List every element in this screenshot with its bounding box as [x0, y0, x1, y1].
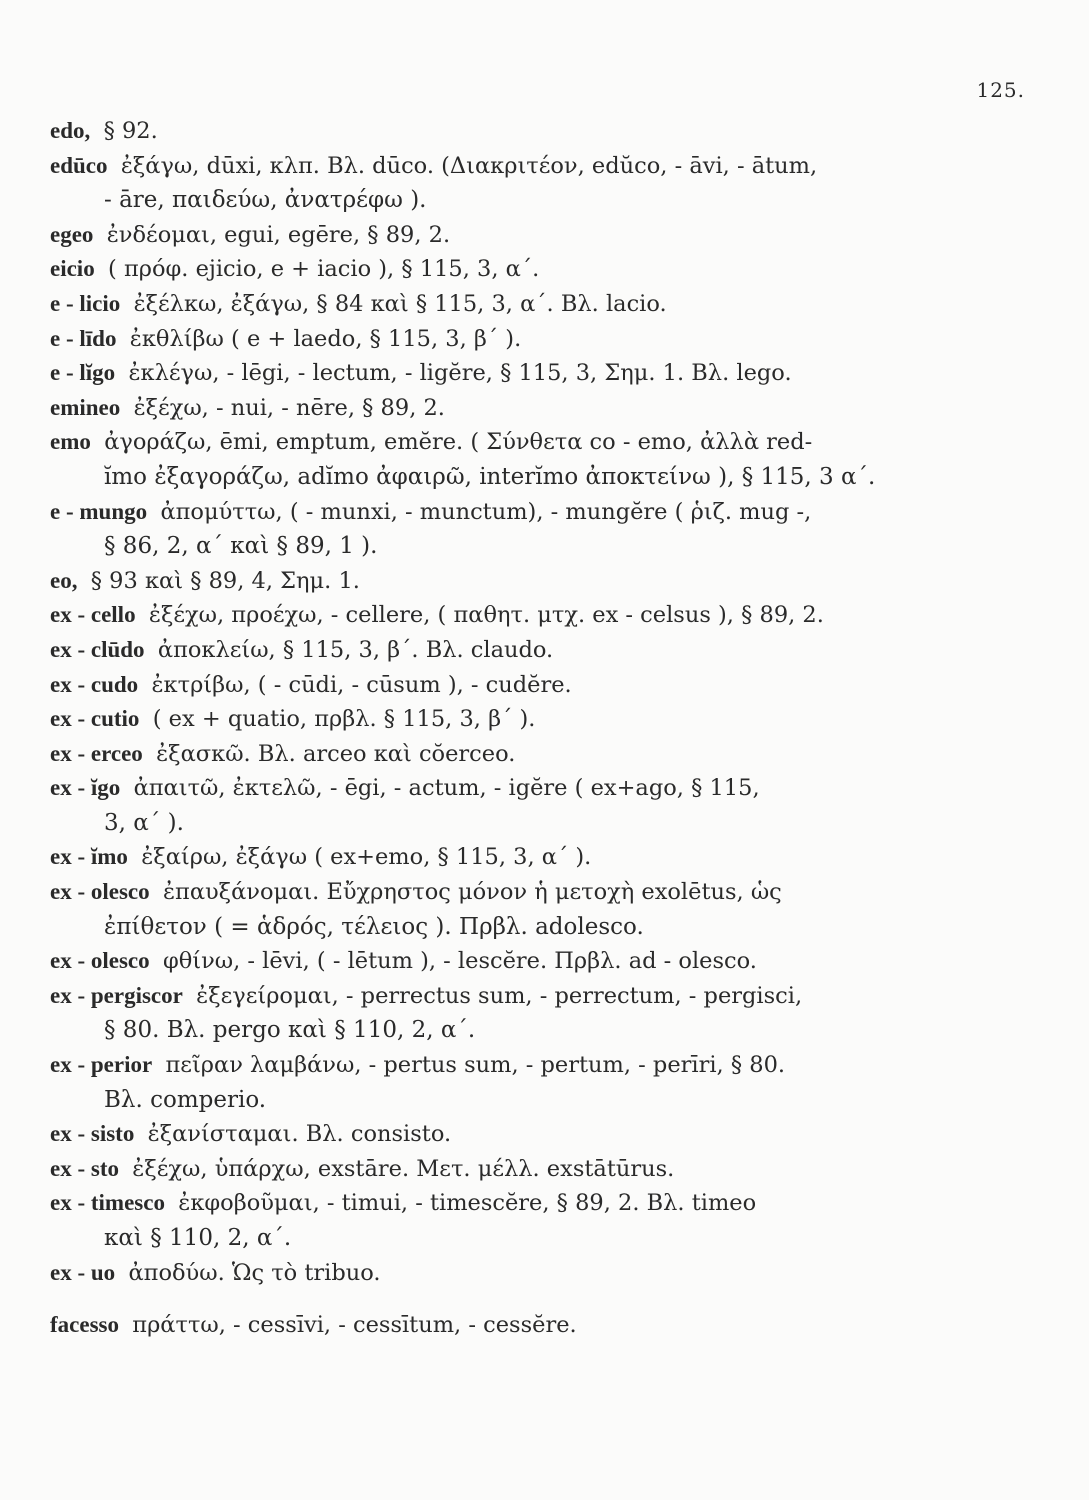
entry-headword: ex - ĭmo [50, 844, 128, 870]
dictionary-entry [50, 356, 1025, 391]
dictionary-entry [50, 668, 1025, 703]
entry-text: φθίνω, - lēvi, ( - lētum ), - lescĕre. Πρβλ. ad - olesco. [162, 948, 757, 975]
entry-text: ἐκλέγω, - lēgi, - lectum, - ligĕre, § 115, 3, Σημ. 1. Βλ. lego. [128, 360, 792, 387]
dictionary-entry [50, 425, 1025, 494]
entry-text: ἀπαιτῶ, ἐκτελῶ, - ēgi, - actum, - igĕre ( ex+ago, § 115, [133, 775, 760, 802]
entry-line [50, 218, 1025, 253]
entry-headword: ex - sisto [50, 1121, 135, 1147]
entry-text: πράττω, - cessīvi, - cessītum, - cessĕre. [132, 1312, 577, 1339]
dictionary-entry [50, 287, 1025, 322]
entry-text: ἐκφοβοῦμαι, - timui, - timescĕre, § 89, 2. Βλ. timeo [178, 1190, 757, 1217]
dictionary-entry [50, 737, 1025, 772]
entry-line [50, 875, 1025, 910]
dictionary-entries [50, 114, 1025, 1343]
entry-text: ἐξέλκω, ἐξάγω, § 84 καὶ § 115, 3, α΄. Βλ. lacio. [133, 290, 667, 317]
entry-line [50, 114, 1025, 149]
entry-headword: ex - pergiscor [50, 982, 183, 1008]
entry-continuation: ἐπίθετον ( = ἁδρός, τέλειος ). Πρβλ. adolesco. [104, 913, 644, 940]
entry-line [50, 149, 1025, 184]
dictionary-entry [50, 564, 1025, 599]
entry-headword: eicio [50, 256, 95, 282]
dictionary-entry [50, 840, 1025, 875]
entry-headword: ex - ĭgo [50, 775, 121, 801]
entry-headword: e - licio [50, 290, 121, 316]
entry-headword: ex - cudo [50, 671, 139, 697]
entry-line [50, 1152, 1025, 1187]
entry-headword: edūco [50, 152, 108, 178]
dictionary-entry [50, 944, 1025, 979]
entry-line [50, 598, 1025, 633]
entry-line [50, 633, 1025, 668]
entry-text: ἀγοράζω, ēmi, emptum, emĕre. ( Σύνθετα co - emo, ἀλλὰ red- [104, 429, 813, 456]
dictionary-entry [50, 322, 1025, 357]
entry-headword: ex - olesco [50, 948, 150, 974]
entry-text: ἀποδύω. Ὡς τὸ tribuo. [128, 1259, 381, 1286]
entry-headword: ex - clūdo [50, 636, 145, 662]
entry-headword: e - mungo [50, 498, 148, 524]
dictionary-entry [50, 1048, 1025, 1117]
entry-headword: ex - olesco [50, 879, 150, 905]
entry-text: ἐξανίσταμαι. Βλ. consisto. [147, 1121, 452, 1148]
dictionary-entry [50, 1256, 1025, 1291]
entry-line [50, 1308, 1025, 1343]
entry-headword: egeo [50, 221, 94, 247]
entry-text: ἐξάγω, dūxi, κλπ. Βλ. dūco. (Διακριτέον, edŭco, - āvi, - ātum, [120, 152, 818, 179]
entry-headword: ex - erceo [50, 740, 143, 766]
entry-text: ἐξασκῶ. Βλ. arceo καὶ cŏerceo. [156, 740, 516, 767]
dictionary-entry [50, 979, 1025, 1048]
entry-text: ἐκτρίβω, ( - cūdi, - cūsum ), - cudĕre. [151, 671, 572, 698]
entry-text: ἐξέχω, ὑπάρχω, exstāre. Μετ. μέλλ. exstātūrus. [132, 1155, 675, 1182]
dictionary-entry [50, 114, 1025, 149]
entry-line [50, 1117, 1025, 1152]
entry-line [50, 391, 1025, 426]
entry-continuation: - āre, παιδεύω, ἀνατρέφω ). [104, 187, 427, 214]
entry-text: ἐξέχω, προέχω, - cellere, ( παθητ. μτχ. ex - celsus ), § 89, 2. [148, 602, 824, 629]
entry-headword: emineo [50, 394, 121, 420]
entry-headword: ex - cello [50, 602, 136, 628]
entry-line [50, 495, 1025, 530]
entry-text: ( ex + quatio, πρβλ. § 115, 3, β΄ ). [152, 706, 536, 733]
entry-text: ( πρόφ. ejicio, e + iacio ), § 115, 3, α΄. [108, 256, 540, 283]
entry-text: ἐξέχω, - nui, - nēre, § 89, 2. [133, 394, 445, 421]
entry-text: ἐξαίρω, ἐξάγω ( ex+emo, § 115, 3, α΄ ). [141, 844, 592, 871]
entry-headword: e - līdo [50, 325, 117, 351]
dictionary-entry [50, 598, 1025, 633]
entry-line [50, 979, 1025, 1014]
entry-text: ἐξεγείρομαι, - perrectus sum, - perrectum, - pergisci, [196, 982, 803, 1009]
entry-continuation: καὶ § 110, 2, α΄. [104, 1225, 292, 1251]
dictionary-entry [50, 633, 1025, 668]
dictionary-entry [50, 1308, 1025, 1343]
entry-line [50, 287, 1025, 322]
entry-continuation: 3, α΄ ). [104, 809, 184, 836]
entry-headword: edo, [50, 118, 91, 143]
dictionary-entry [50, 1152, 1025, 1187]
page-number: 125. [976, 78, 1025, 102]
dictionary-entry [50, 771, 1025, 840]
entry-headword: e - lĭgo [50, 360, 116, 386]
entry-headword: emo [50, 429, 91, 455]
entry-line [50, 1048, 1025, 1083]
entry-headword: ex - timesco [50, 1190, 165, 1216]
entry-text: ἀποκλείω, § 115, 3, β΄. Βλ. claudo. [157, 636, 554, 663]
entry-headword: ex - perior [50, 1052, 153, 1078]
entry-text: § 92. [103, 118, 158, 144]
entry-text: ἀπομύττω, ( - munxi, - munctum), - mungĕre ( ῥιζ. mug -, [160, 498, 812, 525]
entry-line [50, 322, 1025, 357]
entry-headword: ex - cutio [50, 706, 140, 732]
entry-line [50, 1256, 1025, 1291]
entry-line [50, 737, 1025, 772]
entry-text: πεῖραν λαμβάνω, - pertus sum, - pertum, - perīri, § 80. [165, 1052, 786, 1079]
dictionary-entry [50, 495, 1025, 564]
entry-text: § 93 καὶ § 89, 4, Σημ. 1. [90, 567, 360, 594]
entry-continuation: Βλ. comperio. [104, 1086, 267, 1113]
entry-line [50, 425, 1025, 460]
dictionary-entry [50, 218, 1025, 253]
entry-headword: eo, [50, 567, 78, 593]
entry-line [50, 771, 1025, 806]
dictionary-entry [50, 1117, 1025, 1152]
entry-continuation: § 80. Βλ. pergo καὶ § 110, 2, α΄. [104, 1017, 476, 1044]
entry-line [50, 702, 1025, 737]
entry-line [50, 252, 1025, 287]
entry-text: ἐκθλίβω ( e + laedo, § 115, 3, β΄ ). [129, 325, 522, 352]
dictionary-entry [50, 875, 1025, 944]
entry-line [50, 840, 1025, 875]
entry-text: ἐνδέομαι, egui, egēre, § 89, 2. [106, 221, 451, 248]
dictionary-entry [50, 252, 1025, 287]
entry-headword: ex - uo [50, 1259, 116, 1285]
entry-headword: ex - sto [50, 1155, 119, 1181]
entry-continuation: § 86, 2, α΄ καὶ § 89, 1 ). [104, 533, 378, 560]
dictionary-entry [50, 149, 1025, 218]
dictionary-entry [50, 391, 1025, 426]
entry-line [50, 1186, 1025, 1221]
entry-line [50, 668, 1025, 703]
dictionary-entry [50, 1186, 1025, 1255]
dictionary-entry [50, 702, 1025, 737]
entry-headword: facesso [50, 1312, 119, 1338]
entry-text: ἐπαυξάνομαι. Εὔχρηστος μόνον ἡ μετοχὴ exolētus, ὡς [162, 879, 782, 906]
entry-line [50, 944, 1025, 979]
entry-line [50, 564, 1025, 599]
entry-line [50, 356, 1025, 391]
entry-continuation: ĭmo ἐξαγοράζω, adĭmo ἀφαιρῶ, interĭmo ἀποκτείνω ), § 115, 3 α΄. [104, 463, 876, 490]
